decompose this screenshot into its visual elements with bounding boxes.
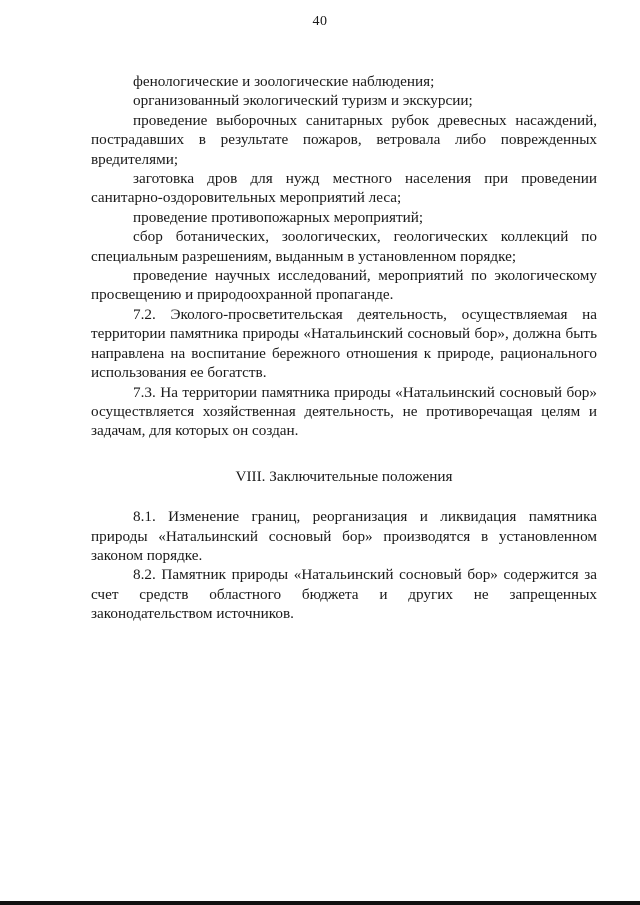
list-item-research: проведение научных исследований, мероприятий по экологическому просвещению и природоохранной пропаганде. — [91, 267, 597, 304]
list-item-sanitary-felling: проведение выборочных санитарных рубок древесных насаждений, пострадавших в результате пожаров, ветровала либо поврежденных вредителями; — [91, 111, 597, 168]
list-item-firewood-harvesting: заготовка дров для нужд местного населения при проведении санитарно-оздоровительных мероприятий леса; — [91, 170, 597, 207]
clause-7-3: 7.3. На территории памятника природы «Натальинский сосновый бор» осуществляется хозяйственная деятельность, не противоречащая целям и задачам, для которых он создан. — [91, 383, 597, 440]
clause-8-2: 8.2. Памятник природы «Натальинский сосновый бор» содержится за счет средств областного бюджета и других не запрещенных законодательством источников. — [91, 566, 597, 623]
list-item-collections: сбор ботанических, зоологических, геологических коллекций по специальным разрешениям, выданным в установленном порядке; — [91, 228, 597, 265]
list-item-fire-prevention: проведение противопожарных мероприятий; — [133, 208, 424, 226]
clause-8-1: 8.1. Изменение границ, реорганизация и ликвидация памятника природы «Натальинский сосновый бор» производятся в установленном законом порядке. — [91, 508, 597, 564]
page-number: 40 — [312, 14, 328, 29]
section-heading: VIII. Заключительные положения — [235, 467, 453, 485]
list-item-phenological-observations: фенологические и зоологические наблюдения; — [133, 73, 435, 90]
clause-7-2: 7.2. Эколого-просветительская деятельность, осуществляемая на территории памятника природы «Натальинский сосновый бор», должна быть направлена на воспитание бережного отношения к природе, рационального использования ее богатств. — [91, 305, 597, 382]
document-body — [91, 72, 597, 624]
list-item-eco-tourism: организованный экологический туризм и экскурсии; — [133, 92, 473, 110]
scan-edge-divider — [0, 901, 640, 905]
